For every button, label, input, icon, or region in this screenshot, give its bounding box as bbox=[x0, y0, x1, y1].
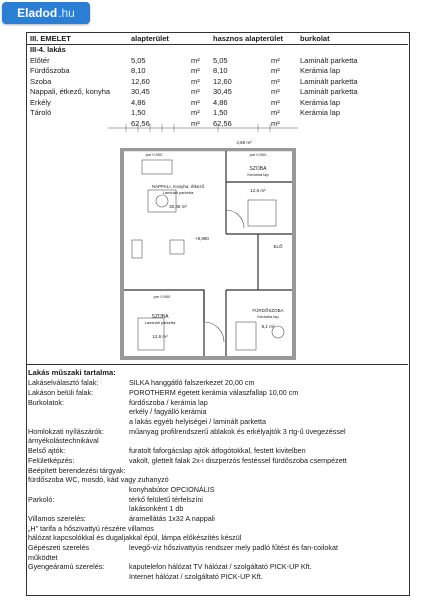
description-value: fürdőszoba / kerámia lap bbox=[129, 397, 208, 407]
table-row bbox=[28, 55, 406, 66]
table-row bbox=[28, 97, 406, 108]
header-flooring: burkolat bbox=[300, 34, 330, 43]
description-row bbox=[28, 397, 406, 407]
plan-label-szoba1-area: 12,6 m² bbox=[250, 188, 266, 193]
description-line: lakásonként 1 db bbox=[129, 504, 184, 514]
description-row bbox=[28, 407, 406, 417]
plan-label-szoba2-area: 12,6 m² bbox=[152, 334, 168, 339]
description-key: Gépészeti szerelés bbox=[28, 543, 90, 553]
description-line: fürdőszoba WC, mosdó, kád vagy zuhanyzó bbox=[28, 475, 169, 485]
cell-unit2: m² bbox=[271, 76, 280, 86]
description-value: kaputelefon hálózat TV hálózat / szolgáltató PICK-UP Kft. bbox=[129, 562, 312, 572]
cell-unit2: m² bbox=[271, 97, 280, 107]
header-floor: III. EMELET bbox=[30, 34, 71, 43]
description-row bbox=[28, 514, 406, 524]
cell-floor: Laminált parketta bbox=[300, 76, 358, 86]
description-title: Lakás műszaki tartalma: bbox=[28, 368, 116, 377]
description-key: Homlokzati nyílászárók: bbox=[28, 426, 104, 436]
description-row bbox=[28, 562, 406, 572]
table-row bbox=[28, 76, 406, 87]
plan-label-pm2: pm 0,900 bbox=[249, 152, 267, 157]
cell-unit2: m² bbox=[271, 108, 280, 118]
description-key: Parkoló: bbox=[28, 494, 55, 504]
description-key: Lakáson belüli falak: bbox=[28, 388, 94, 398]
section-divider bbox=[26, 364, 408, 365]
description-line: konyhabútor OPCIONÁLIS bbox=[129, 484, 215, 494]
room-area-table bbox=[28, 33, 406, 129]
description-value: vakolt, glettelt falak 2x-i diszperzós festéssel fürdőszoba csempézett bbox=[129, 455, 347, 465]
description-row bbox=[28, 494, 406, 504]
floor-plan-drawing bbox=[108, 122, 298, 362]
cell-room: Erkély bbox=[30, 97, 51, 107]
description-row bbox=[28, 456, 406, 466]
plan-label-szoba1-floor: Kerámia lap bbox=[247, 172, 269, 177]
cell-usable: 12,60 bbox=[213, 76, 232, 86]
description-value: furatolt faforgácslap ajtók átfogótokkal, festett kivitelben bbox=[129, 446, 306, 456]
description-row bbox=[28, 426, 406, 436]
description-key: Felületképzés: bbox=[28, 455, 75, 465]
description-value: SILKA hanggátló falszerkezet 20,00 cm bbox=[129, 378, 255, 388]
site-logo-badge[interactable] bbox=[2, 2, 90, 24]
table-row bbox=[28, 66, 406, 77]
description-value: erkély / fagyálló kerámia bbox=[129, 407, 207, 417]
description-line: „H” tarifa a hőszivattyú részére villamos bbox=[28, 523, 154, 533]
plan-label-dim-top: 4,86 m² bbox=[236, 140, 252, 145]
cell-unit1: m² bbox=[191, 118, 200, 128]
description-value: áramellátás 1x32 A nappali bbox=[129, 513, 215, 523]
cell-area: 1,50 bbox=[131, 108, 146, 118]
logo-tld: .hu bbox=[58, 6, 75, 20]
cell-area: 4,86 bbox=[131, 97, 146, 107]
cell-unit1: m² bbox=[191, 108, 200, 118]
description-row bbox=[28, 417, 406, 427]
cell-unit1: m² bbox=[191, 66, 200, 76]
cell-unit1: m² bbox=[191, 76, 200, 86]
description-value: POROTHERM égetett kerámia válaszfallap 10,00 cm bbox=[129, 388, 299, 398]
cell-unit2: m² bbox=[271, 87, 280, 97]
description-row bbox=[28, 388, 406, 398]
description-value: térkő felületű térfelszíni bbox=[129, 494, 203, 504]
description-line: Beépített berendezési tárgyak: bbox=[28, 465, 126, 475]
description-line: működtet bbox=[28, 552, 58, 562]
cell-usable: 5,05 bbox=[213, 55, 228, 65]
plan-label-nappali: NAPPALI, Konyha, étkező bbox=[151, 184, 205, 189]
header-area: alapterület bbox=[131, 34, 169, 43]
cell-area: 5,05 bbox=[131, 55, 146, 65]
plan-label-szoba2: SZOBA bbox=[151, 314, 169, 320]
plan-label-szoba1: SZOBA bbox=[249, 166, 267, 172]
cell-unit2: m² bbox=[271, 66, 280, 76]
unit-label: III-4. lakás bbox=[30, 45, 66, 54]
plan-label-nappali-area: 30,45 m² bbox=[169, 204, 187, 209]
cell-area: 30,45 bbox=[131, 87, 150, 97]
table-row bbox=[28, 108, 406, 119]
cell-floor: Kerámia lap bbox=[300, 97, 341, 107]
cell-usable: 30,45 bbox=[213, 87, 232, 97]
description-line: Internet hálózat / szolgáltató PICK-UP Kft. bbox=[129, 572, 263, 582]
cell-usable: 8,10 bbox=[213, 66, 228, 76]
cell-room: Fürdőszoba bbox=[30, 66, 70, 76]
cell-area: 12,60 bbox=[131, 76, 150, 86]
description-row bbox=[28, 543, 406, 553]
plan-label-nappali-floor: Laminált parketta bbox=[162, 190, 194, 195]
cell-usable: 1,50 bbox=[213, 108, 228, 118]
cell-floor: Laminált parketta bbox=[300, 55, 358, 65]
floor-plan bbox=[108, 122, 298, 362]
cell-floor: Kerámia lap bbox=[300, 108, 341, 118]
cell-floor: Laminált parketta bbox=[300, 87, 358, 97]
table-row bbox=[28, 87, 406, 98]
cell-unit1: m² bbox=[191, 97, 200, 107]
plan-label-szoba2-floor: Laminált parketta bbox=[144, 320, 176, 325]
cell-usable: 62,56 bbox=[213, 118, 232, 128]
table-divider bbox=[26, 44, 408, 45]
cell-area: 62,56 bbox=[131, 118, 150, 128]
description-key: Burkolatok: bbox=[28, 397, 64, 407]
cell-usable: 4,86 bbox=[213, 97, 228, 107]
description-line: hálózat kapcsolókkal és dugaljakkal épül, lámpa előkészítés készül bbox=[28, 533, 242, 543]
description-key: Lakáselválasztó falak: bbox=[28, 378, 99, 388]
description-value: műanyag profilrendszerű ablakok és erkélyajtók 3 rtg-ű üvegezéssel bbox=[129, 426, 346, 436]
plan-label-pm1: pm 0,900 bbox=[145, 152, 163, 157]
cell-room: Előtér bbox=[30, 55, 50, 65]
cell-room: Nappali, étkező, konyha bbox=[30, 87, 111, 97]
description-key: Belső ajtók: bbox=[28, 446, 66, 456]
header-usable: hasznos alapterület bbox=[213, 34, 284, 43]
plan-label-furdo-floor: Kerámia lap bbox=[257, 314, 279, 319]
description-row bbox=[28, 378, 406, 388]
description-value: levegő-víz hőszivattyús rendszer mely padló fűtést és fan-coilokat bbox=[129, 543, 338, 553]
table-header bbox=[28, 33, 406, 44]
cell-floor: Kerámia lap bbox=[300, 66, 341, 76]
cell-unit1: m² bbox=[191, 55, 200, 65]
cell-unit2: m² bbox=[271, 118, 280, 128]
plan-label-pm3: pm 0,900 bbox=[153, 294, 171, 299]
cell-unit1: m² bbox=[191, 87, 200, 97]
plan-label-level: +8,980 bbox=[195, 236, 209, 241]
description-key: Villamos szerelés: bbox=[28, 513, 86, 523]
technical-description bbox=[28, 368, 406, 581]
logo-brand: Eladod bbox=[17, 6, 58, 20]
description-row bbox=[28, 446, 406, 456]
description-key: Gyengeáramú szerelés: bbox=[28, 562, 105, 572]
description-line: árnyékolástechnikával bbox=[28, 436, 99, 446]
cell-unit2: m² bbox=[271, 55, 280, 65]
description-value: a lakás egyéb helyiségei / laminált parketta bbox=[129, 417, 267, 427]
plan-label-furdo: FÜRDŐSZOBA bbox=[252, 308, 284, 313]
plan-label-furdo-area: 8,1 m² bbox=[261, 324, 275, 329]
cell-area: 8,10 bbox=[131, 66, 146, 76]
cell-room: Tároló bbox=[30, 108, 52, 118]
plan-label-elo: ELŐ bbox=[273, 244, 283, 249]
cell-room: Szoba bbox=[30, 76, 52, 86]
